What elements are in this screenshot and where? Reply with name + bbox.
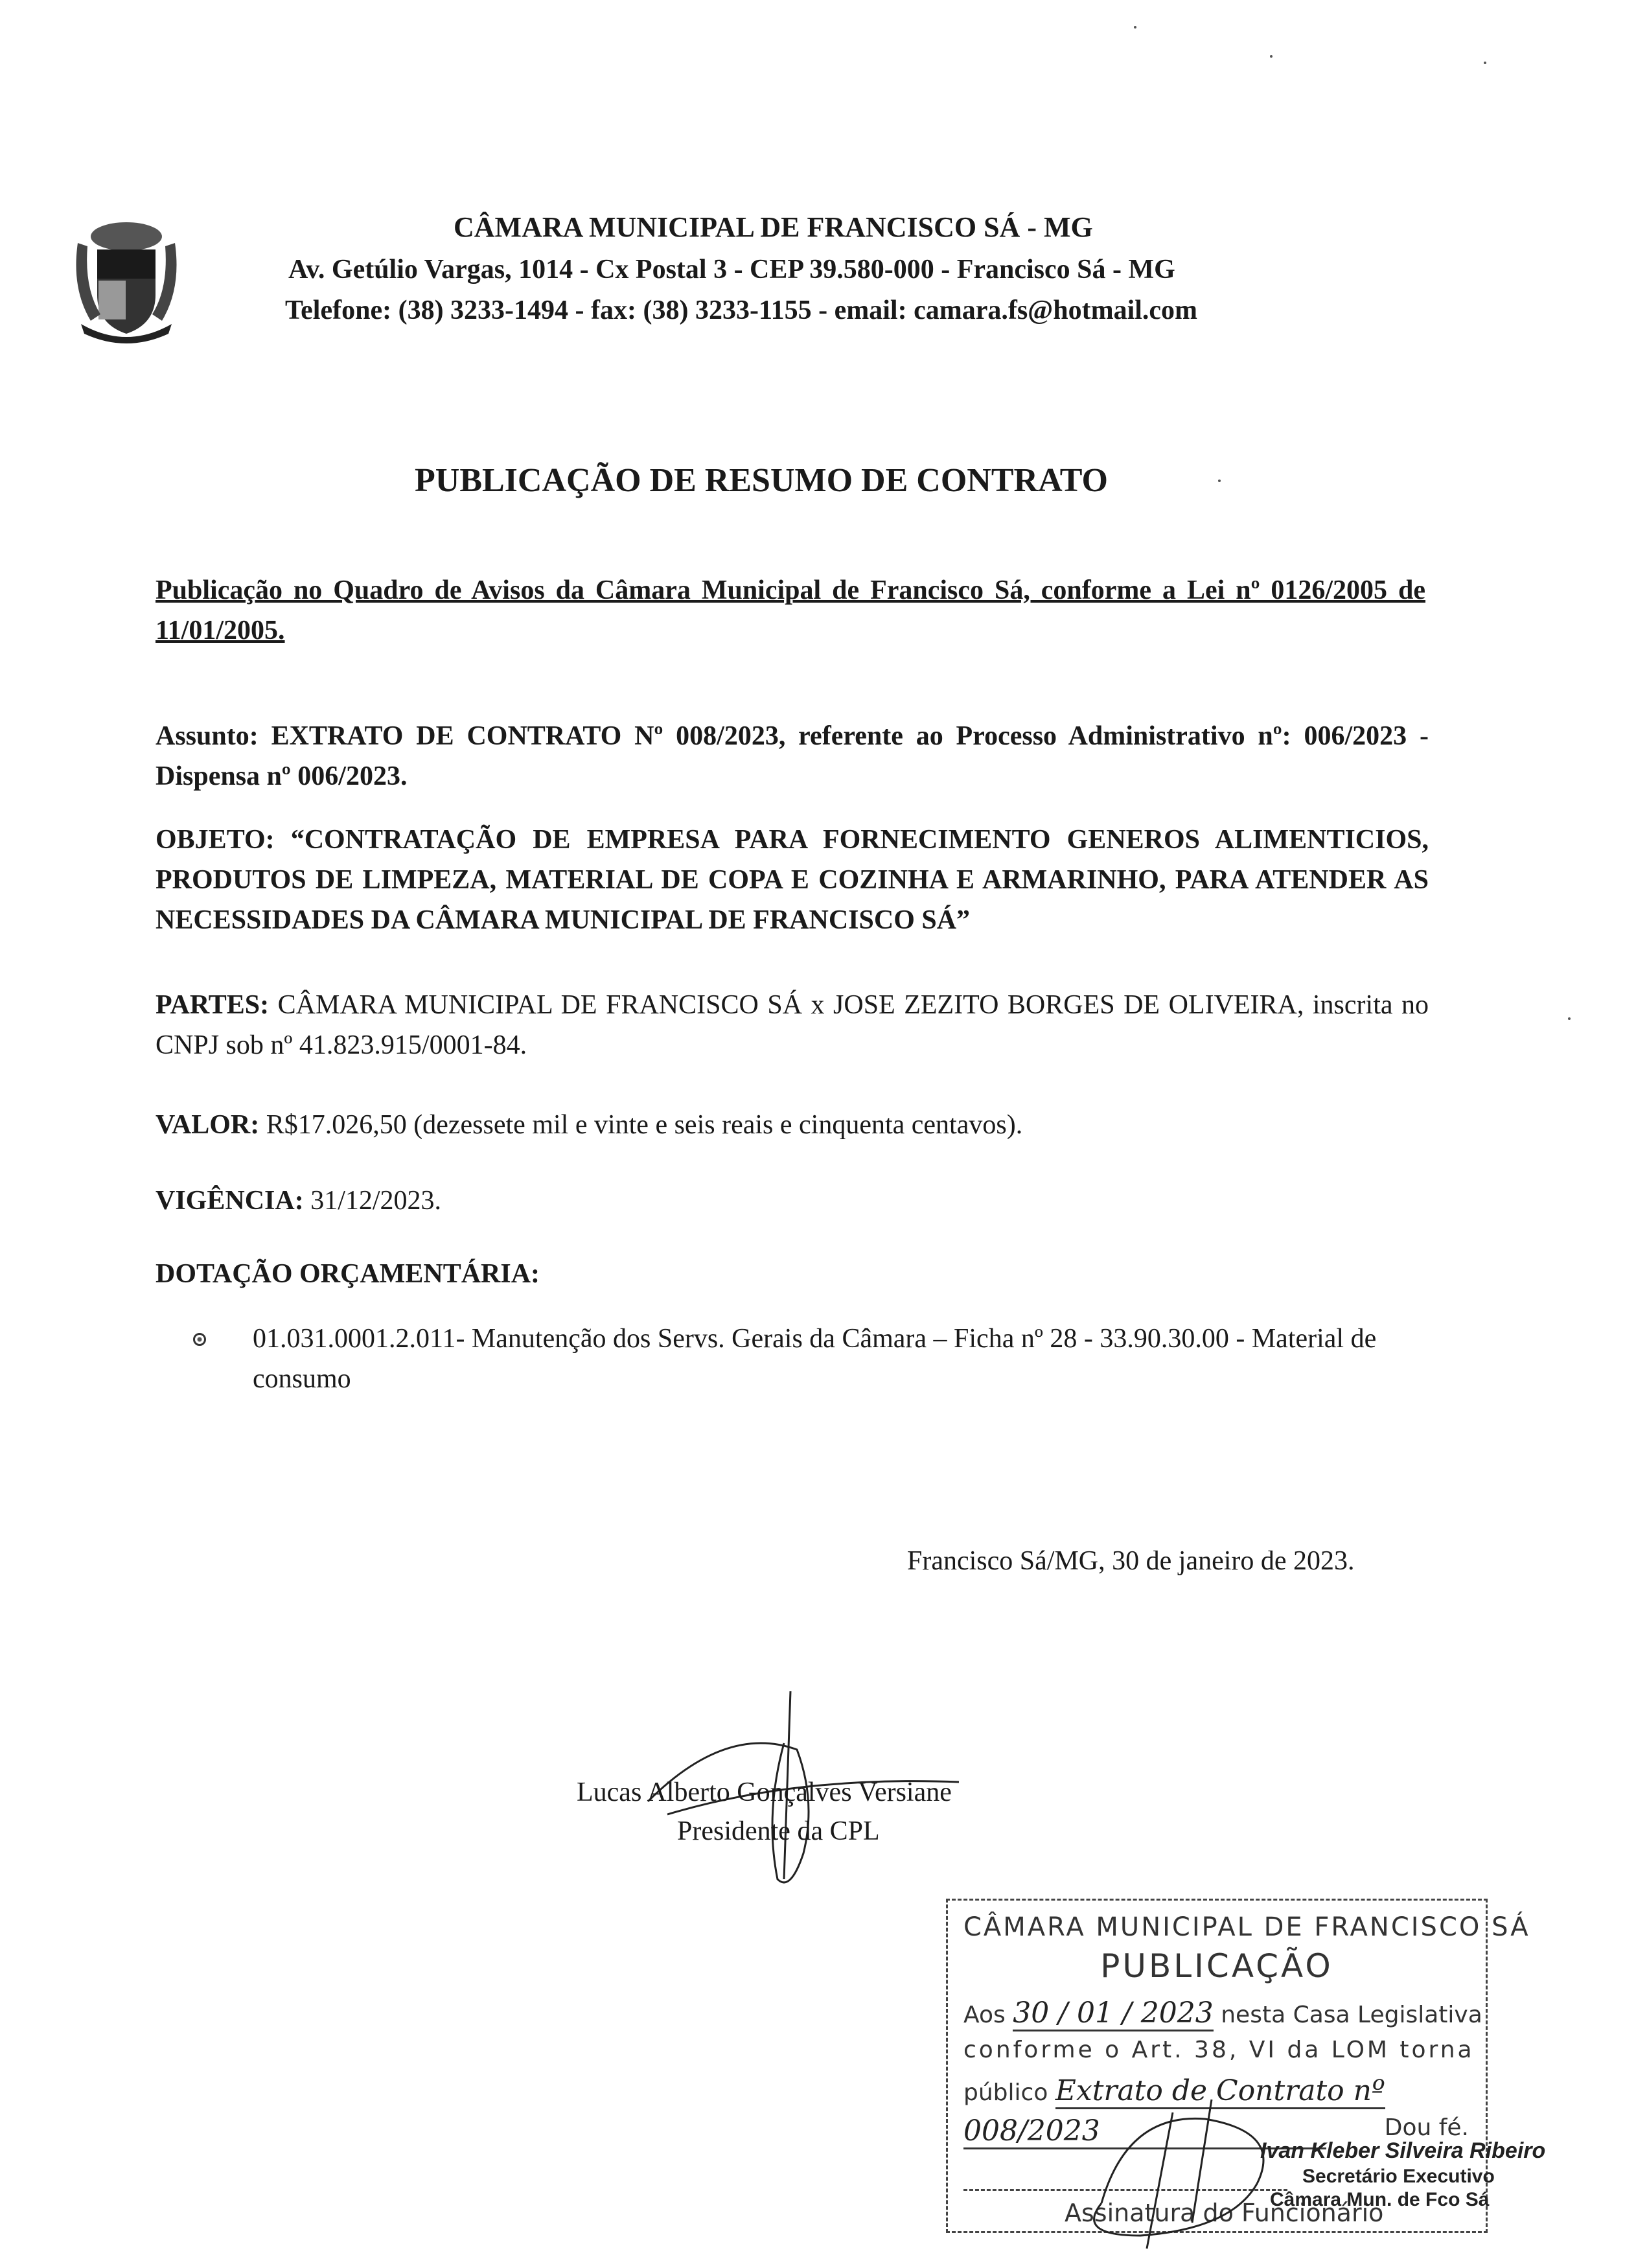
scan-speck (1484, 62, 1486, 64)
scan-speck (1218, 480, 1221, 482)
valor-text: R$17.026,50 (dezessete mil e vinte e seis reais e cinquenta centavos). (266, 1110, 1023, 1140)
bullet-icon (193, 1333, 206, 1346)
stamp-line1-prefix: Aos (963, 2002, 1006, 2028)
stamp-line3-prefix: público (963, 2079, 1048, 2106)
stamp-footer: Assinatura do Funcionário (1065, 2199, 1384, 2227)
stamp-handwritten-date: 30 / 01 / 2023 (1013, 1996, 1214, 2031)
document-title: PUBLICAÇÃO DE RESUMO DE CONTRATO (415, 462, 1108, 499)
institution-name: CÂMARA MUNICIPAL DE FRANCISCO SÁ - MG (454, 211, 1093, 243)
scan-speck (1134, 26, 1136, 29)
objeto-label: OBJETO: (156, 825, 275, 855)
stamp-signature-scribble-icon (1063, 2074, 1335, 2255)
assunto-section (156, 716, 1429, 796)
assunto-text: EXTRATO DE CONTRATO Nº 008/2023, referente ao Processo Administrativo nº: 006/2023 - Dispensa nº 006/2023. (156, 721, 1429, 791)
stamp-line1 (963, 1996, 1482, 2031)
coat-of-arms-icon (65, 211, 188, 343)
official-name: Ivan Kleber Silveira Ribeiro (1260, 2138, 1546, 2163)
assunto-label: Assunto: (156, 721, 259, 751)
vigencia-text: 31/12/2023. (310, 1186, 442, 1216)
vigencia-label: VIGÊNCIA: (156, 1186, 304, 1216)
stamp-title: PUBLICAÇÃO (1100, 1947, 1333, 1985)
stamp-line2: conforme o Art. 38, VI da LOM torna (963, 2037, 1475, 2063)
scan-speck (1270, 55, 1273, 58)
signatory-role: Presidente da CPL (677, 1816, 880, 1846)
publication-note: Publicação no Quadro de Avisos da Câmara Municipal de Francisco Sá, conforme a Lei nº 0126/2005 de 11/01/2005. (156, 575, 1425, 645)
official-role: Secretário Executivo (1302, 2166, 1495, 2187)
stamp-handwritten-number: 008/2023 (963, 2114, 1326, 2149)
stamp-header: CÂMARA MUNICIPAL DE FRANCISCO SÁ (963, 1912, 1530, 1942)
stamp-dou-fe: Dou fé. (1384, 2114, 1469, 2141)
signatory-name: Lucas Alberto Gonçalves Versiane (577, 1777, 952, 1807)
institution-address: Av. Getúlio Vargas, 1014 - Cx Postal 3 - CEP 39.580-000 - Francisco Sá - MG (288, 255, 1175, 284)
stamp-line1-suffix: nesta Casa Legislativa (1221, 2002, 1482, 2028)
valor-section (156, 1105, 1429, 1145)
objeto-text: “CONTRATAÇÃO DE EMPRESA PARA FORNECIMENTO GENEROS ALIMENTICIOS, PRODUTOS DE LIMPEZA, MATERIAL DE COPA E COZINHA E ARMARINHO, PARA ATENDER AS NECESSIDADES DA CÂMARA MUNICIPAL DE FRANCISCO SÁ” (156, 825, 1429, 935)
partes-label: PARTES: (156, 990, 270, 1020)
dotacao-label: DOTAÇÃO ORÇAMENTÁRIA: (156, 1259, 540, 1289)
institution-contact: Telefone: (38) 3233-1494 - fax: (38) 3233-1155 - email: camara.fs@hotmail.com (285, 295, 1198, 325)
partes-section (156, 985, 1429, 1065)
partes-text: CÂMARA MUNICIPAL DE FRANCISCO SÁ x JOSE ZEZITO BORGES DE OLIVEIRA, inscrita no CNPJ sob nº 41.823.915/0001-84. (156, 990, 1429, 1060)
valor-label: VALOR: (156, 1110, 260, 1140)
stamp-handwritten-subject: Extrato de Contrato nº (1055, 2074, 1385, 2109)
official-org: Câmara Mun. de Fco Sá (1270, 2189, 1490, 2210)
scan-speck (1568, 1017, 1571, 1020)
objeto-section (156, 820, 1429, 940)
place-date: Francisco Sá/MG, 30 de janeiro de 2023. (907, 1546, 1355, 1576)
dotacao-list-item (201, 1319, 1432, 1399)
vigencia-section (156, 1181, 1429, 1221)
dotacao-item-text: 01.031.0001.2.011- Manutenção dos Servs. Gerais da Câmara – Ficha nº 28 - 33.90.30.00 - Material de consumo (253, 1324, 1377, 1394)
